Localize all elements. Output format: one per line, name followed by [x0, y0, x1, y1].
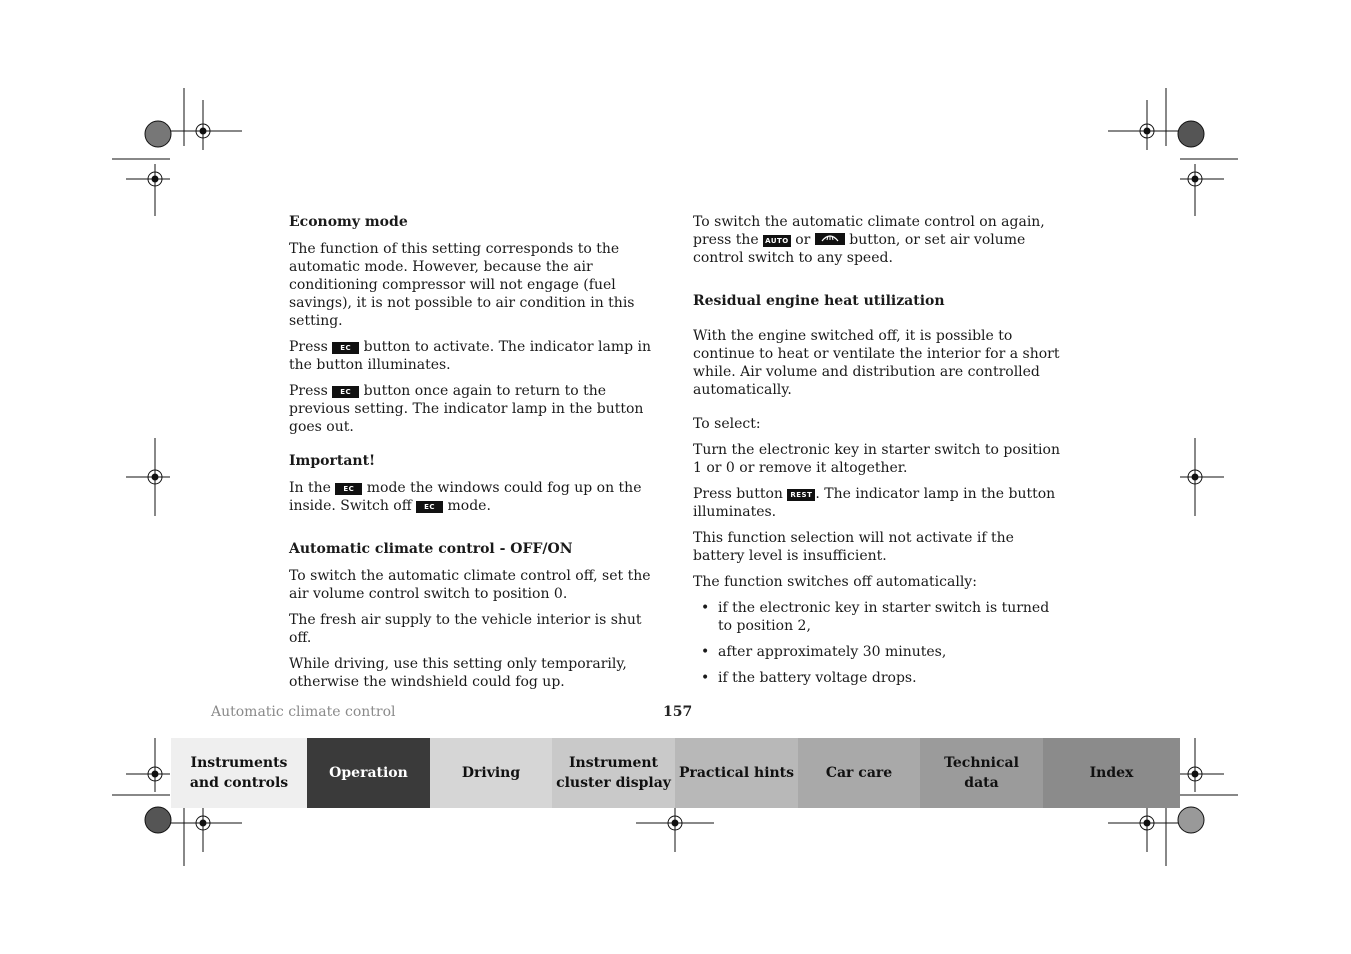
tab-label: Technical data — [944, 755, 1019, 791]
off-on-heading: Automatic climate control - OFF/ON — [289, 541, 573, 557]
bullet-text: if the battery voltage drops. — [718, 670, 917, 686]
right-column — [693, 213, 1065, 695]
switch-on-or: or — [795, 232, 811, 248]
ec-button-icon: EC — [332, 342, 359, 354]
bullet-icon: • — [701, 670, 710, 686]
tab-label: Driving — [461, 765, 521, 781]
residual-paragraph-1: With the engine switched off, it is possible to continue to heat or ventilate the interior for a short while. Air volume and distribution are controlled automatically. — [693, 328, 1060, 398]
residual-press-text — [693, 485, 1065, 521]
tab-label: Index — [1089, 765, 1134, 781]
ec-button-icon: EC — [332, 386, 359, 398]
tab-index[interactable] — [1043, 738, 1180, 808]
important-text-2: mode the windows could fog up on the inside. Switch off — [289, 480, 642, 514]
off-on-paragraph-2: The fresh air supply to the vehicle interior is shut off. — [289, 612, 642, 646]
tab-driving[interactable] — [430, 738, 552, 808]
tab-technical-data[interactable] — [920, 738, 1043, 808]
list-item — [693, 643, 1065, 661]
switch-on-text-1: To switch the automatic climate control on again, press the — [693, 214, 1045, 248]
list-item — [693, 669, 1065, 687]
residual-paragraph-4: The function switches off automatically: — [693, 574, 977, 590]
ec-button-icon: EC — [416, 501, 443, 513]
off-on-paragraph-3: While driving, use this setting only temporarily, otherwise the windshield could fog up. — [289, 656, 627, 690]
rest-button-icon: REST — [787, 489, 815, 501]
important-text — [289, 479, 661, 515]
economy-activate-text — [289, 338, 661, 374]
residual-press-pre: Press button — [693, 486, 783, 502]
switch-on-text — [693, 213, 1065, 267]
economy-return-pre: Press — [289, 383, 328, 399]
economy-return-text — [289, 382, 661, 436]
economy-mode-intro: The function of this setting corresponds to the automatic mode. However, because the air conditioning compressor will not engage (fuel savings), it is not possible to air condition in this setting. — [289, 241, 635, 329]
tab-practical-hints[interactable] — [675, 738, 798, 808]
tab-label: Practical hints — [678, 765, 795, 781]
economy-mode-heading: Economy mode — [289, 214, 408, 230]
tab-label: Instruments and controls — [189, 755, 289, 791]
defrost-button-icon — [815, 233, 845, 245]
bullet-icon: • — [701, 644, 710, 660]
left-column — [289, 213, 661, 699]
economy-activate-pre: Press — [289, 339, 328, 355]
bullet-icon: • — [701, 600, 710, 616]
switch-on-text-2: button, or set air volume control switch to any speed. — [693, 232, 1026, 266]
tab-label: Operation — [329, 765, 408, 781]
auto-button-icon: AUTO — [765, 237, 789, 245]
list-item — [693, 599, 1065, 635]
off-on-paragraph-1: To switch the automatic climate control off, set the air volume control switch to position 0. — [289, 568, 651, 602]
tab-instruments-and-controls[interactable] — [171, 738, 307, 808]
to-select-label: To select: — [693, 416, 761, 432]
tab-car-care[interactable] — [798, 738, 920, 808]
page-number: 157 — [663, 704, 693, 720]
important-heading: Important! — [289, 453, 376, 469]
chapter-nav — [171, 738, 1180, 808]
bullet-text: if the electronic key in starter switch is turned to position 2, — [718, 600, 1050, 634]
tab-label: Car care — [825, 765, 893, 781]
economy-return-post: button once again to return to the previous setting. The indicator lamp in the button goes out. — [289, 383, 644, 435]
tab-label: Instrument cluster display — [556, 755, 671, 791]
residual-press-post: . The indicator lamp in the button illuminates. — [693, 486, 1056, 520]
bullet-text: after approximately 30 minutes, — [718, 644, 947, 660]
tab-instrument-cluster-display[interactable] — [552, 738, 675, 808]
residual-paragraph-3: This function selection will not activate if the battery level is insufficient. — [693, 530, 1014, 564]
ec-button-icon: EC — [335, 483, 362, 495]
residual-heat-heading: Residual engine heat utilization — [693, 293, 945, 309]
economy-activate-post: button to activate. The indicator lamp in the button illuminates. — [289, 339, 652, 373]
important-text-1: In the — [289, 480, 331, 496]
footer-section-title: Automatic climate control — [211, 704, 396, 720]
residual-paragraph-2: Turn the electronic key in starter switch to position 1 or 0 or remove it altogether. — [693, 442, 1060, 476]
tab-operation[interactable] — [307, 738, 430, 808]
important-text-3: mode. — [447, 498, 491, 514]
